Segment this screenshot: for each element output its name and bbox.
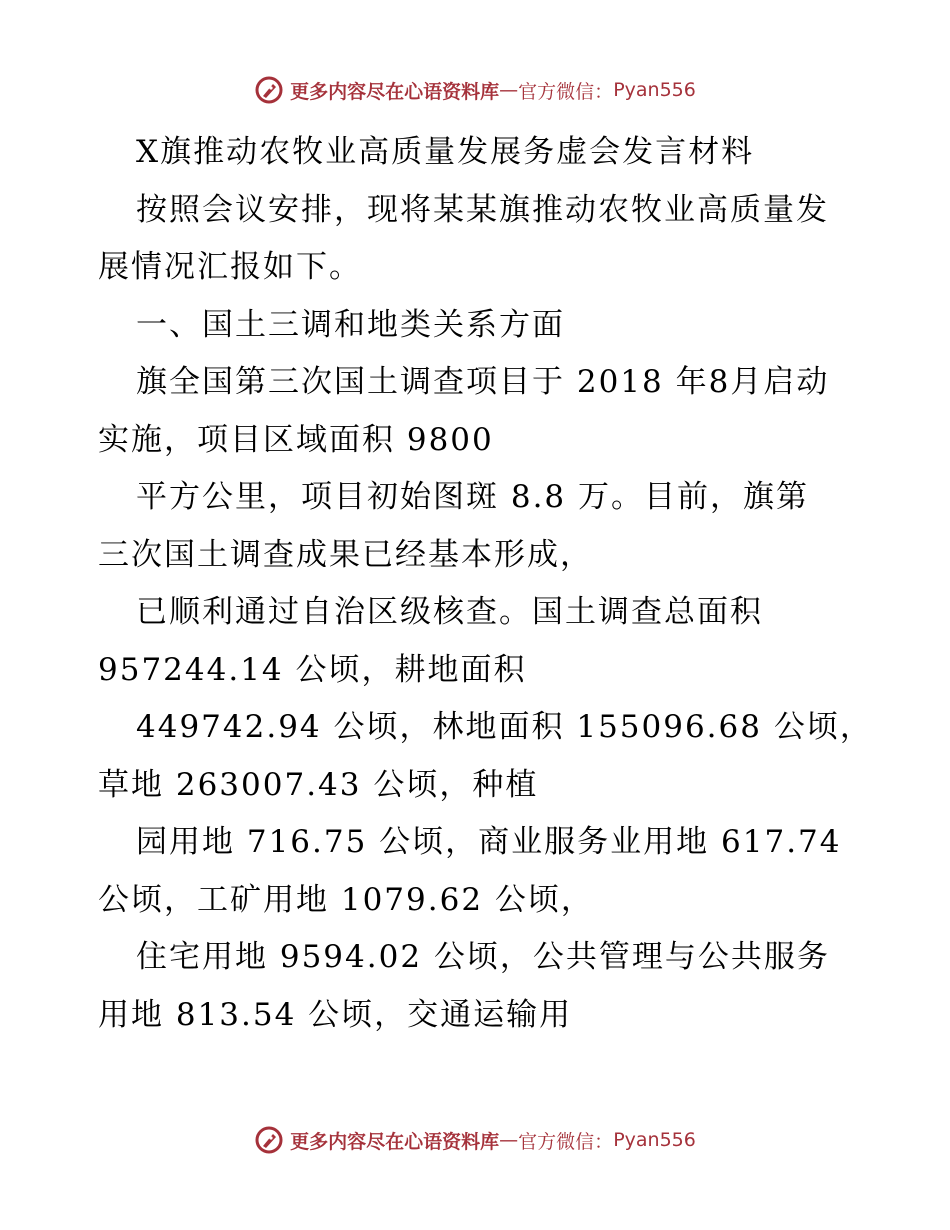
- watermark-main-text: 更多内容尽在心语资料库: [290, 80, 500, 103]
- document-line: 住宅用地 9594.02 公顷，公共管理与公共服务: [136, 939, 830, 975]
- document-line: 旗全国第三次国土调查项目于 2018 年8月启动: [136, 364, 830, 400]
- document-line: 展情况汇报如下。: [98, 249, 362, 285]
- document-line: 园用地 716.75 公顷，商业服务业用地 617.74: [136, 824, 842, 860]
- header-watermark: [0, 70, 950, 110]
- watermark-wechat-id: Pyan556: [613, 79, 696, 101]
- watermark-wechat-label: 官方微信：: [518, 1130, 614, 1153]
- document-line: 已顺利通过自治区级核查。国土调查总面积: [136, 594, 763, 630]
- document-line: 实施，项目区域面积 9800: [98, 421, 494, 458]
- document-line: 公顷，工矿用地 1079.62 公顷，: [98, 881, 594, 918]
- document-body: [98, 124, 873, 1044]
- document-line: 草地 263007.43 公顷，种植: [98, 766, 539, 803]
- footer-watermark: [0, 1120, 950, 1160]
- watermark-separator: —: [499, 1129, 519, 1151]
- document-line: 按照会议安排，现将某某旗推动农牧业高质量发: [136, 191, 829, 228]
- pen-nib-logo-icon: [254, 75, 284, 105]
- document-line: 957244.14 公顷，耕地面积: [98, 651, 527, 688]
- document-line: 三次国土调查成果已经基本形成，: [98, 536, 593, 573]
- watermark-wechat-id: Pyan556: [613, 1129, 696, 1151]
- watermark-separator: —: [499, 79, 519, 101]
- document-line: X旗推动农牧业高质量发展务虚会发言材料: [136, 134, 755, 170]
- watermark-main-text: 更多内容尽在心语资料库: [290, 1130, 500, 1153]
- document-line: 用地 813.54 公顷，交通运输用: [98, 996, 573, 1033]
- pen-nib-logo-icon: [254, 1125, 284, 1155]
- document-line: 一、国土三调和地类关系方面: [136, 306, 565, 343]
- watermark-wechat-label: 官方微信：: [518, 80, 614, 103]
- document-line: 平方公里，项目初始图斑 8.8 万。目前，旗第: [136, 479, 810, 515]
- document-line: 449742.94 公顷，林地面积 155096.68 公顷，: [136, 709, 873, 745]
